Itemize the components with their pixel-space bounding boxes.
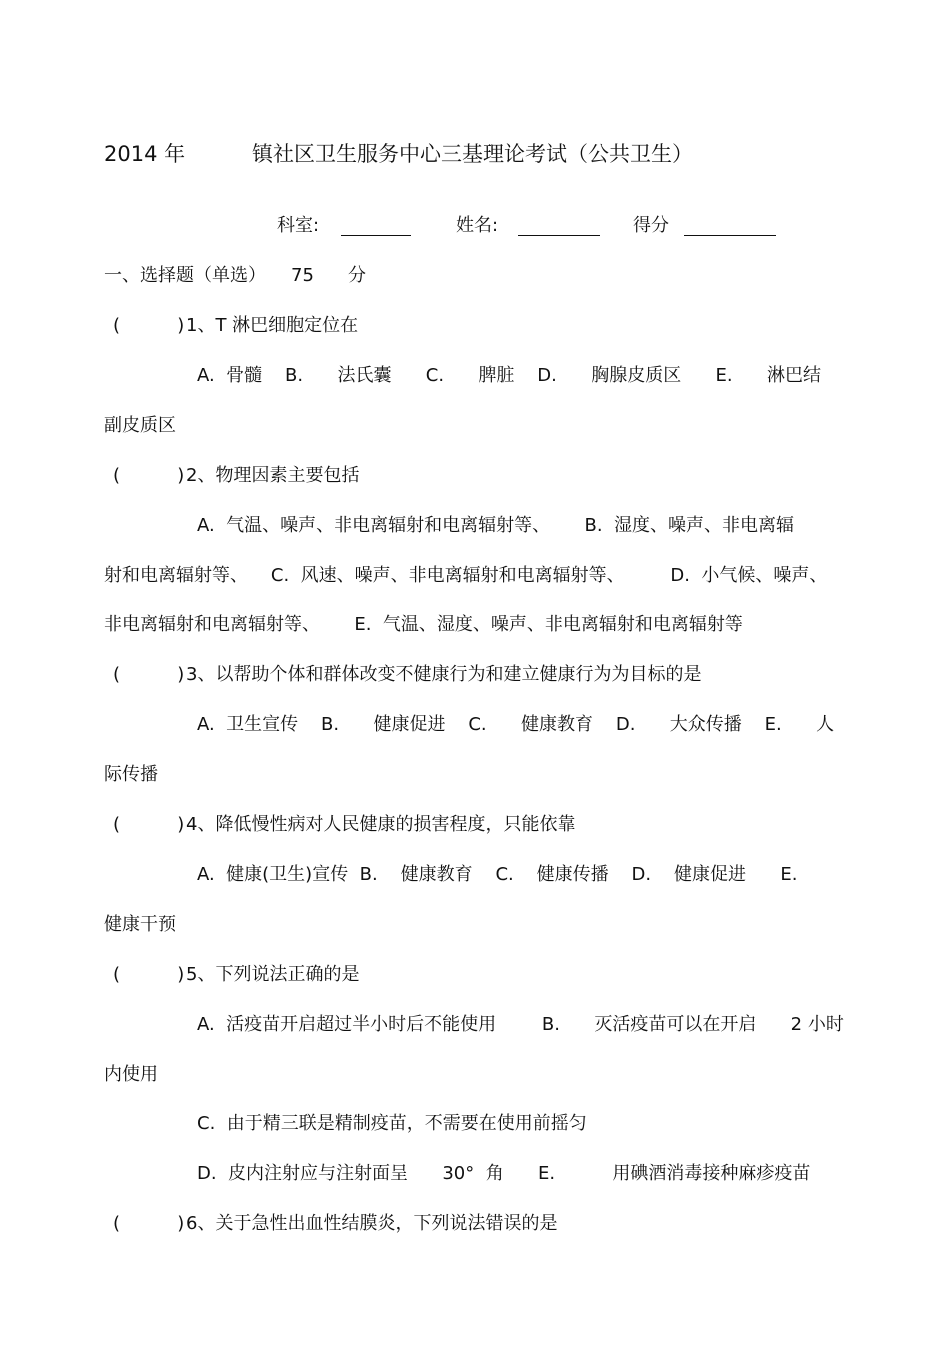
dept-blank[interactable]: [341, 217, 411, 236]
answer-paren-1[interactable]: ( ): [113, 315, 185, 336]
question-5-options-cont: 内使用: [104, 1064, 158, 1085]
answer-paren-4[interactable]: ( ): [113, 814, 185, 835]
question-6-stem: 6、关于急性出血性结膜炎，下列说法错误的是: [186, 1213, 558, 1234]
exam-year: 2014 年: [104, 142, 186, 166]
section-title: 一、选择题（单选）: [104, 265, 266, 286]
question-4-stem: 4、降低慢性病对人民健康的损害程度，只能依靠: [186, 814, 576, 835]
question-5-option-d-e: D. 皮内注射应与注射面呈 30° 角 E. 用碘酒消毒接种麻疹疫苗: [197, 1163, 811, 1184]
question-1-options-cont: 副皮质区: [104, 415, 176, 436]
answer-paren-6[interactable]: ( ): [113, 1213, 185, 1234]
name-blank[interactable]: [518, 217, 600, 236]
section-points: 75: [291, 265, 314, 286]
question-4-options-cont: 健康干预: [104, 914, 176, 935]
question-2-options-cont: 射和电离辐射等、 C. 风速、噪声、非电离辐射和电离辐射等、 D. 小气候、噪声、: [104, 565, 828, 586]
question-3-stem: 3、以帮助个体和群体改变不健康行为和建立健康行为为目标的是: [186, 664, 702, 685]
question-2-options: A. 气温、噪声、非电离辐射和电离辐射等、 B. 湿度、噪声、非电离辐: [197, 515, 795, 536]
question-3-options: A. 卫生宣传 B. 健康促进 C. 健康教育 D. 大众传播 E. 人: [197, 714, 835, 735]
question-2-stem: 2、物理因素主要包括: [186, 465, 360, 486]
question-5-options: A. 活疫苗开启超过半小时后不能使用 B. 灭活疫苗可以在开启 2 小时: [197, 1014, 844, 1035]
question-1-options: A. 骨髓 B. 法氏囊 C. 脾脏 D. 胸腺皮质区 E. 淋巴结: [197, 365, 821, 386]
question-1-stem: 1、T 淋巴细胞定位在: [186, 315, 359, 336]
name-label: 姓名:: [456, 215, 499, 236]
section-points-unit: 分: [348, 265, 366, 286]
score-blank[interactable]: [684, 217, 776, 236]
question-2-options-cont2: 非电离辐射和电离辐射等、 E. 气温、湿度、噪声、非电离辐射和电离辐射等: [104, 614, 743, 635]
answer-paren-5[interactable]: ( ): [113, 964, 185, 985]
dept-label: 科室:: [277, 215, 320, 236]
exam-title: 镇社区卫生服务中心三基理论考试（公共卫生）: [252, 142, 693, 166]
question-5-stem: 5、下列说法正确的是: [186, 964, 360, 985]
answer-paren-2[interactable]: ( ): [113, 465, 185, 486]
question-5-option-c: C. 由于精三联是精制疫苗，不需要在使用前摇匀: [197, 1113, 587, 1134]
score-label: 得分: [633, 215, 669, 236]
answer-paren-3[interactable]: ( ): [113, 664, 185, 685]
question-4-options: A. 健康(卫生)宣传 B. 健康教育 C. 健康传播 D. 健康促进 E.: [197, 864, 798, 885]
question-3-options-cont: 际传播: [104, 764, 158, 785]
